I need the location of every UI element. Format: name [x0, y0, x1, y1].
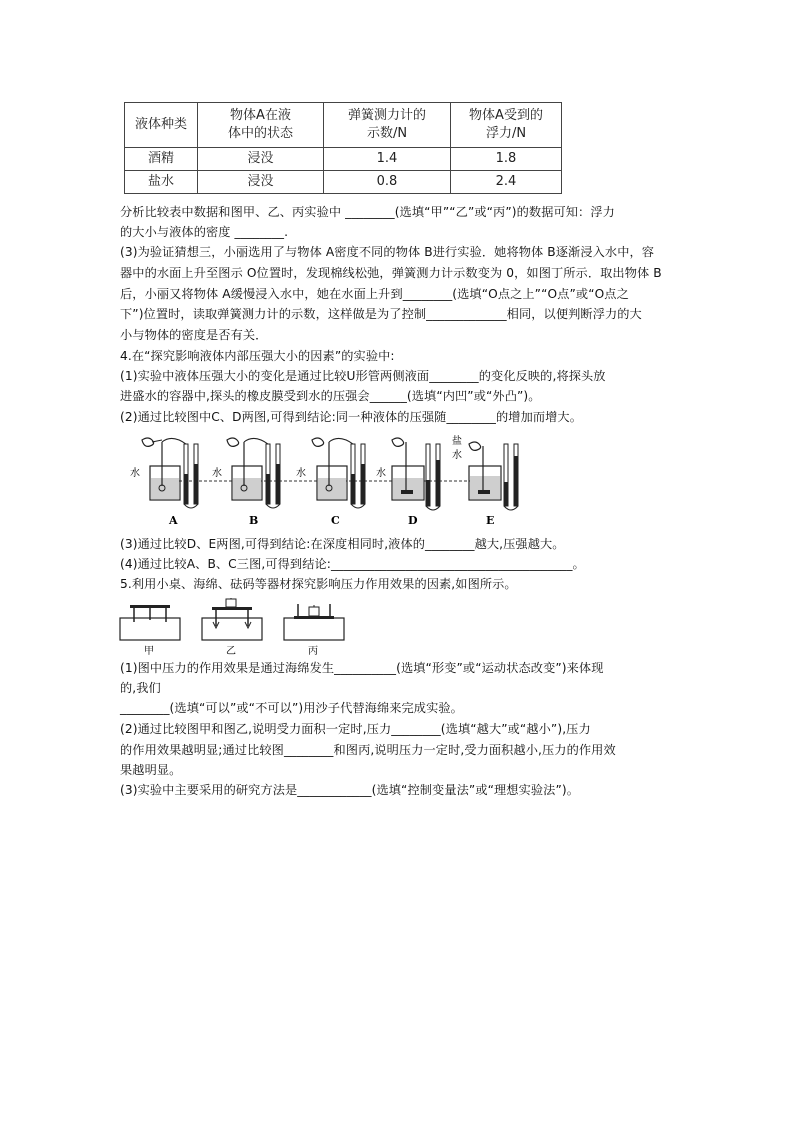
liquid-label-salt: 盐	[452, 436, 462, 447]
hand-icon	[142, 438, 154, 446]
apparatus-d	[392, 438, 440, 510]
weight	[226, 599, 236, 607]
panel-label-b: B	[249, 514, 259, 527]
panel-label-c: C	[331, 514, 340, 527]
text-line: (2)通过比较图甲和图乙,说明受力面积一定时,压力________(选填“越大”或“越小”),压力	[120, 722, 591, 736]
small-table	[130, 605, 170, 608]
hand-icon	[227, 438, 239, 446]
text-line: 下”)位置时，读取弹簧测力计的示数，这样做是为了控制_____________相同，以便判断浮力的大	[120, 307, 642, 321]
apparatus-a	[142, 438, 198, 508]
apparatus-c	[312, 438, 365, 508]
table-header-cell: 物体A在液 体中的状态	[198, 103, 324, 148]
text-line: (3)为验证猜想三，小丽选用了与物体 A密度不同的物体 B进行实验．她将物体 B逐渐浸入水中，容	[120, 245, 655, 259]
text-line: ________(选填“可以”或“不可以”)用沙子代替海绵来完成实验。	[120, 701, 463, 715]
sponge	[202, 618, 262, 640]
text-line: 果越明显。	[120, 763, 182, 777]
table-cell: 酒精	[125, 148, 198, 171]
table-cell: 盐水	[125, 171, 198, 194]
text-line: 小与物体的密度是否有关．	[120, 328, 268, 342]
text-line: 后，小丽又将物体 A缓慢浸入水中，她在水面上升到________(选填“O点之上”“O点”或“O点之	[120, 287, 629, 301]
table-cell: 浸没	[198, 171, 324, 194]
text-line: 分析比较表中数据和图甲、乙、丙实验中 ________(选填“甲”“乙”或“丙”)的数据可知：浮力	[120, 205, 615, 219]
pressure-experiment-figure	[124, 434, 524, 532]
setup-label-yi: 乙	[226, 646, 236, 656]
panel-label-a: A	[169, 514, 178, 527]
liquid-label-water: 水	[212, 468, 222, 479]
table-header-cell: 弹簧测力计的 示数/N	[324, 103, 451, 148]
table-header-row	[125, 103, 562, 148]
table-row	[125, 148, 562, 171]
pressure-effect-figure	[118, 598, 350, 656]
text-line: (4)通过比较A、B、C三图,可得到结论:_______________________________________。	[120, 557, 585, 571]
sponge	[120, 618, 180, 640]
sponge	[284, 618, 344, 640]
apparatus-e	[469, 442, 518, 510]
liquid-label-salt: 水	[452, 450, 462, 461]
text-line: (1)实验中液体压强大小的变化是通过比较U形管两侧液面________的变化反映的,将探头放	[120, 369, 606, 383]
weight	[309, 607, 319, 616]
hand-icon	[392, 438, 404, 446]
table-cell: 1.8	[451, 148, 562, 171]
table-cell: 浸没	[198, 148, 324, 171]
text-line: (1)图中压力的作用效果是通过海绵发生__________(选填“形变”或“运动状态改变”)来体现	[120, 661, 604, 675]
setup-label-bing: 丙	[308, 646, 318, 656]
table-row	[125, 171, 562, 194]
liquid-label-water: 水	[376, 468, 386, 479]
liquid-label-water: 水	[296, 468, 306, 479]
liquid-label-water: 水	[130, 468, 140, 479]
text-line: (2)通过比较图中C、D两图,可得到结论:同一种液体的压强随________的增加而增大。	[120, 410, 583, 424]
table-cell: 1.4	[324, 148, 451, 171]
table-header-cell: 液体种类	[125, 103, 198, 148]
table-header-cell: 物体A受到的 浮力/N	[451, 103, 562, 148]
text-line: 的,我们	[120, 681, 161, 695]
apparatus-b	[227, 438, 280, 508]
hand-icon	[312, 438, 324, 446]
question-heading: 5.利用小桌、海绵、砝码等器材探究影响压力作用效果的因素,如图所示。	[120, 577, 517, 591]
text-line: 的作用效果越明显;通过比较图________和图丙,说明压力一定时,受力面积越小,压力的作用效	[120, 743, 616, 757]
buoyancy-data-table	[124, 102, 562, 194]
setup-yi	[202, 598, 262, 640]
hand-icon	[469, 442, 481, 450]
text-line: 的大小与液体的密度 ________.	[120, 225, 289, 239]
setup-bing	[284, 604, 344, 640]
setup-label-jia: 甲	[144, 646, 154, 656]
text-line: (3)实验中主要采用的研究方法是____________(选填“控制变量法”或“理想实验法”)。	[120, 783, 580, 797]
setup-jia	[120, 605, 180, 640]
panel-label-e: E	[486, 514, 495, 527]
text-line: 器中的水面上升至图示 O位置时，发现棉线松弛，弹簧测力计示数变为 0，如图丁所示．取出物体 B	[120, 266, 662, 280]
text-line: 进盛水的容器中,探头的橡皮膜受到水的压强会______(选填“内凹”或“外凸”)。	[120, 389, 541, 403]
text-line: (3)通过比较D、E两图,可得到结论:在深度相同时,液体的________越大,压强越大。	[120, 537, 565, 551]
question-heading: 4.在“探究影响液体内部压强大小的因素”的实验中:	[120, 349, 395, 363]
panel-label-d: D	[408, 514, 418, 527]
table-cell: 2.4	[451, 171, 562, 194]
table-cell: 0.8	[324, 171, 451, 194]
